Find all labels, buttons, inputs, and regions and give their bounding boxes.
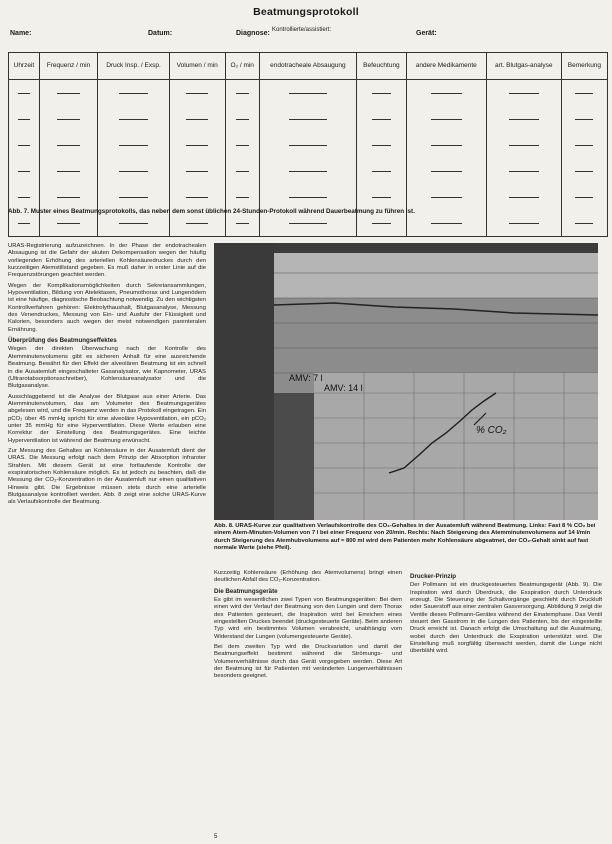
table-cell[interactable] [98,80,170,107]
uras-curve-photo [214,243,598,520]
table-cell[interactable] [561,80,607,107]
uras-curve-image [214,243,598,520]
table-cell[interactable] [486,158,561,184]
table-cell[interactable] [486,184,561,210]
table-cell[interactable] [169,184,225,210]
table-cell[interactable] [169,158,225,184]
table-row [9,80,608,107]
table-cell[interactable] [169,80,225,107]
table-cell[interactable] [561,184,607,210]
table-cell[interactable] [486,106,561,132]
table-cell[interactable] [356,106,406,132]
left-text-column [8,243,206,510]
table-cell[interactable] [356,158,406,184]
table-cell[interactable] [406,158,486,184]
section-heading: Die Beatmungsgeräte [214,587,278,595]
paragraph: URAS-Registrierung aufzuzeichnen. In der Phase der endotrachealen Absaugung ist die Gefahr der akuten Dekompensation wegen der häufig vorliegenden Erhöhung des arteriellen Kohlensäuredruckes durch den kurzzeitigen Atemstillstand gegeben. Es muß daher in erster Linie auf die Frequenzstörungen geachtet werden. [8,243,206,279]
protocol-title: Beatmungsprotokoll [253,6,359,18]
table-cell[interactable] [259,158,356,184]
table-cell[interactable] [98,184,170,210]
paragraph: Bei dem zweiten Typ wird die Druckvariation und damit der Beatmungseffekt bestimmt während die Strömungs- und Volumenverhältnisse durch das Gerät vorgegeben werden. Diese Art der Beatmung ist für Patienten mit veränderten Lungenverhältnissen besonders geeignet. [214,644,402,680]
table-cell[interactable] [561,132,607,158]
paragraph: Es gibt im wesentlichen zwei Typen von Beatmungsgeräten: Bei dem einen wird der Verlauf der Beatmung von den Lungen und dem Thorax des Patienten gesteuert, die Inspiration wird bei Erreichen eines eingestellten Druckes beendet (druckgesteuerte Geräte). Beim anderen Typ wird ein bestimmtes Volumen verabreicht, unabhängig vom Widerstand der Lungen (volumengesteuerte Geräte). [214,597,402,640]
table-cell[interactable] [406,80,486,107]
table-cell[interactable] [356,80,406,107]
column-header: Volumen / min [169,53,225,80]
column-header: endotracheale Absaugung [259,53,356,80]
paragraph: Kurzzeitig Kohlensäure (Erhöhung des Atemvolumens) bringt einen deutlichen Abfall des CO₂-Konzentration. [214,570,402,584]
section-heading: Drucker-Prinzip [410,573,457,580]
table-cell[interactable] [225,132,259,158]
paragraph: Zur Messung des Gehaltes an Kohlensäure in der Ausatemluft dient der URAS. Die Messung erfolgt nach dem Prinzip der Absorption infraroter Strahlen. Mit diesem Gerät ist eine fortlaufende Kontrolle der exspiratorischen Kohlensäure möglich. Es ist jedoch zu beachten, daß die Messung der CO₂-Konzentration in der Ausatemluft nur einen qualitativen Hinweis gibt. Die Ergebnisse müssen stets durch eine arterielle Blutgasanalyse kontrolliert werden. Abb. 8 zeigt eine solche URAS-Kurve als Verlaufskontrolle der Beatmung. [8,447,206,506]
table-cell[interactable] [259,132,356,158]
section-heading: Überprüfung des Beatmungseffektes [8,337,117,345]
table-cell[interactable] [9,184,40,210]
figure8-caption: Abb. 8. URAS-Kurve zur qualitativen Verlaufskontrolle des CO₂-Gehaltes in der Ausatemluft während Beatmung. Links: Fast 8 % CO₂ bei einem Atem-Minuten-Volumen von 7 l bei einer Frequenz von 20/min. Rechts: Nach Steigerung des Atemminutenvolumens auf 14 l/min durch Steigerung des Atemhubvolumens auf ≈ 800 ml wird dem Patienten mehr Kohlensäure abgeatmet, der CO₂-Gehalt sinkt auf fast normale Werte (siehe Pfeil). [214,523,596,552]
table-cell[interactable] [225,106,259,132]
page-number: 5 [214,834,218,840]
table-cell[interactable] [9,132,40,158]
table-row [9,158,608,184]
name-label: Name: [10,30,32,37]
table-cell[interactable] [561,106,607,132]
paragraph: Wegen der Komplikationsmöglichkeiten durch Sekretansammlungen, Hypoventilation, Bildung von Atelektasen, Pneumothorax und Lungenödem ist eine häufige, diagnostische Beobachtung notwendig. Zu den wichtigsten Kontrollverfahren gehören: Elektrolythaushalt, Blutgasanalyse, Messung des Venendruckes, Messung von Ein- und Ausfuhr der Flüssigkeit und Kalorien, besonders auch wegen der meist notwendigen parenteralen Ernährung. [8,282,206,333]
table-cell[interactable] [39,80,97,107]
table-cell[interactable] [39,132,97,158]
table-cell[interactable] [98,132,170,158]
date-label: Datum: [148,30,173,37]
table-cell[interactable] [486,132,561,158]
diagnosis-label: Diagnose: [236,30,270,37]
table-cell[interactable] [9,106,40,132]
right-photo-note: AMV: 14 l [324,383,363,393]
column-header: Bemerkung [561,53,607,80]
table-cell[interactable] [98,106,170,132]
column-header: art. Blutgas-analyse [486,53,561,80]
table-cell[interactable] [225,80,259,107]
table-cell[interactable] [406,132,486,158]
protocol-header-row [9,53,608,80]
table-cell[interactable] [9,158,40,184]
table-cell[interactable] [356,132,406,158]
table-cell[interactable] [39,106,97,132]
table-cell[interactable] [406,184,486,210]
table-cell[interactable] [169,106,225,132]
paragraph: Der Pollmann ist ein druckgesteuertes Beatmungsgerät (Abb. 9). Die Inspiration wird durch Überdruck, die Exspiration durch Unterdruck erzeugt. Die Steuerung der Schaltvorgänge geschieht durch Druckluft oder Sauerstoff aus einer zentralen Gasversorgung. Abbildung 9 zeigt die Ventile dieses Pollmann-Gerätes während der Einatemphase. Das Ventil steuert den Gasstrom in die Lungen des Patienten, bis der eingestellte Druck erreicht ist. Danach erfolgt die Umschaltung auf die Ausatmung, wobei durch den Unterdruck die Exspiration unterstützt wird. Die Einstellung muß sorgfältig überwacht werden, damit die Lunge nicht überbläht wird. [410,582,602,655]
column-header: O₂ / min [225,53,259,80]
left-photo-note: AMV: 7 l [289,373,323,383]
curve-label: % CO₂ [476,425,507,436]
column-header: andere Medikamente [406,53,486,80]
paragraph: Wegen der direkten Überwachung nach der Kontrolle des Atemminutenvolumens gibt es sicheren Anhalt für eine ausreichende Beatmung. Bewährt für den Effekt der alveolären Beatmung ist ein schnell in die Ausatemluft eingeschalteter Gasanalysator, wie Kapnometer, URAS (Ultrarotabsorptionsschreiber), Kohlensäureanalysator und die Blutgasanalyse. [8,346,206,390]
table-row [9,106,608,132]
paragraph: Ausschlaggebend ist die Analyse der Blutgase aus einer Arterie. Das Atemminutenvolumen, das am Volumeter des Beatmungsgerätes abgelesen wird, und die Frequenz werden in das Protokoll eingetragen. Ein pCO₂ über 45 mmHg spricht für eine alveoläre Hypoventilation, ein pCO₂ unter 35 mmHg für eine Hyperventilation. Diese Werte erlauben eine Korrektur der Einstellung des Beatmungsgerätes. Eine leichte Hyperventilation ist während der Beatmung erwünscht. [8,393,206,444]
table-cell[interactable] [561,158,607,184]
table-row [9,132,608,158]
device-label: Gerät: [416,30,437,37]
table-cell[interactable] [259,80,356,107]
table-cell[interactable] [486,80,561,107]
table-cell[interactable] [39,184,97,210]
table-row [9,184,608,210]
table-cell[interactable] [406,106,486,132]
table-cell[interactable] [98,158,170,184]
table-cell[interactable] [225,158,259,184]
table-cell[interactable] [9,80,40,107]
table-cell[interactable] [169,132,225,158]
column-header: Befeuchtung [356,53,406,80]
table-cell[interactable] [356,184,406,210]
table-cell[interactable] [259,106,356,132]
ventilation-label: Kontrollierte/assistiert: [272,27,332,33]
table-cell[interactable] [259,184,356,210]
table-cell[interactable] [225,184,259,210]
column-header: Druck Insp. / Exsp. [98,53,170,80]
middle-text-column [214,570,402,684]
right-text-column [410,570,602,659]
column-header: Frequenz / min [39,53,97,80]
table-cell[interactable] [39,158,97,184]
figure7-caption: Abb. 7. Muster eines Beatmungsprotokolls, das neben dem sonst üblichen 24-Stunden-Protokoll während Dauerbeatmung zu führen ist. [8,208,415,215]
column-header: Uhrzeit [9,53,40,80]
